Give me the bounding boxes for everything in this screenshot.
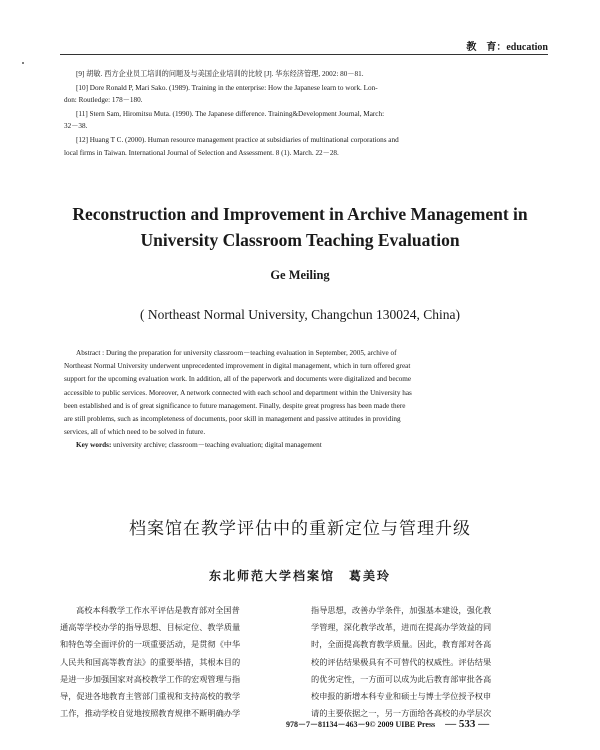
- reference-list: [64, 68, 548, 160]
- body-line: 请的主要依据之一，另一方面给各高校的办学层次: [311, 708, 492, 719]
- body-line: 指导思想，改善办学条件，加强基本建设，强化教: [311, 605, 492, 615]
- body-line: 的优劣定性，一方面可以成为此后教育部审批各高: [311, 673, 492, 684]
- body-line: 时，全面提高教育教学质量。因此，教育部对各高: [311, 639, 492, 650]
- reference-line: 32－38.: [64, 122, 88, 131]
- body-line: 人民共和国高等教育法》的重要举措，其根本目的: [60, 656, 241, 667]
- reference-item: [64, 108, 548, 133]
- paper-author: Ge Meiling: [270, 268, 330, 282]
- keywords-label: Key words:: [76, 441, 112, 450]
- abstract-line: been established and is of great significance to future management. Finally, despite great progress has been made there: [64, 401, 406, 410]
- paper-title-line: Reconstruction and Improvement in Archive Management in: [72, 204, 528, 224]
- body-line: 通高等学校办学的指导思想、目标定位、教学质量: [60, 622, 241, 633]
- reference-item: [64, 82, 548, 107]
- abstract-line: accessible to public services. Moreover, A network connected with each school and department within the University has: [64, 388, 412, 397]
- reference-item: [64, 68, 548, 81]
- paper-affiliation: ( Northeast Normal University, Changchun 130024, China): [139, 307, 461, 322]
- abstract-line: Abstract : During the preparation for university classroom－teaching evaluation in September, 2005, archive of: [76, 349, 397, 357]
- body-line: 校申报的新增本科专业和硕士与博士学位授予权申: [311, 691, 492, 702]
- scan-speck: [22, 62, 24, 64]
- paper-title: [40, 201, 560, 253]
- reference-item: [64, 134, 548, 159]
- body-line: 学管理，深化教学改革，进而在提高办学效益的同: [311, 622, 492, 633]
- body-line: 和特色等全面评价的一项重要活动，是贯彻《中华: [60, 639, 241, 650]
- chinese-author: 东北师范大学档案馆 葛美玲: [208, 569, 391, 583]
- paper-title-line: University Classroom Teaching Evaluation: [140, 230, 460, 250]
- body-line: 工作，推动学校自觉地按照教育规律不断明确办学: [60, 708, 241, 719]
- abstract-line: support for the upcoming evaluation work. In addition, all of the paperwork and documents were digitalized and become: [64, 375, 412, 384]
- abstract-line: Northeast Normal University underwent unprecedented improvement in digital management, which in turn offered great: [64, 362, 411, 371]
- keywords-line: [64, 439, 548, 452]
- reference-line: [12] Huang T C. (2000). Human resource management practice at subsidiaries of multinational corporations and: [76, 135, 399, 144]
- abstract: [64, 347, 548, 453]
- header-divider: [60, 54, 548, 55]
- page-footer: [286, 718, 489, 730]
- chinese-title: 档案馆在教学评估中的重新定位与管理升级: [129, 519, 471, 539]
- reference-line: [11] Stern Sam, Hiromitsu Muta. (1990). The Japanese difference. Training&Development Journal, March:: [76, 109, 385, 118]
- chinese-body-right-column: [311, 602, 551, 722]
- isbn-text: 978－7－81134－463－9© 2009 UIBE Press: [286, 720, 436, 729]
- running-header: 教 育：education: [466, 42, 548, 53]
- reference-line: don: Routledge: 178－180.: [64, 96, 143, 105]
- reference-line: [9] 胡敏. 西方企业员工培训的问题及与美国企业培训的比较 [J]. 华东经济管理, 2002: 80－81.: [76, 70, 364, 78]
- chinese-body-left-column: [60, 602, 290, 722]
- page-number: — 533 —: [445, 718, 490, 730]
- reference-line: local firms in Taiwan. International Journal of Selection and Assessment. 8 (1). March. 22－28.: [64, 148, 339, 157]
- abstract-line: services, all of which need to be solved in future.: [64, 428, 206, 437]
- body-line: 是进一步加强国家对高校教学工作的宏观管理与指: [60, 673, 241, 684]
- keywords-text: university archive; classroom－teaching evaluation; digital management: [111, 441, 322, 450]
- body-line: 导，促进各地教育主管部门重视和支持高校的教学: [60, 691, 241, 702]
- body-line: 高校本科教学工作水平评估是教育部对全国普: [76, 605, 240, 615]
- abstract-line: are still problems, such as incompleteness of documents, poor skill in management and passive attitudes in providing: [64, 415, 401, 424]
- body-line: 校的评估结果极具有不可替代的权威性。评估结果: [311, 656, 492, 667]
- reference-line: [10] Dore Ronald P, Mari Sako. (1989). Training in the enterprise: How the Japanese learn to work. Lon-: [76, 83, 378, 92]
